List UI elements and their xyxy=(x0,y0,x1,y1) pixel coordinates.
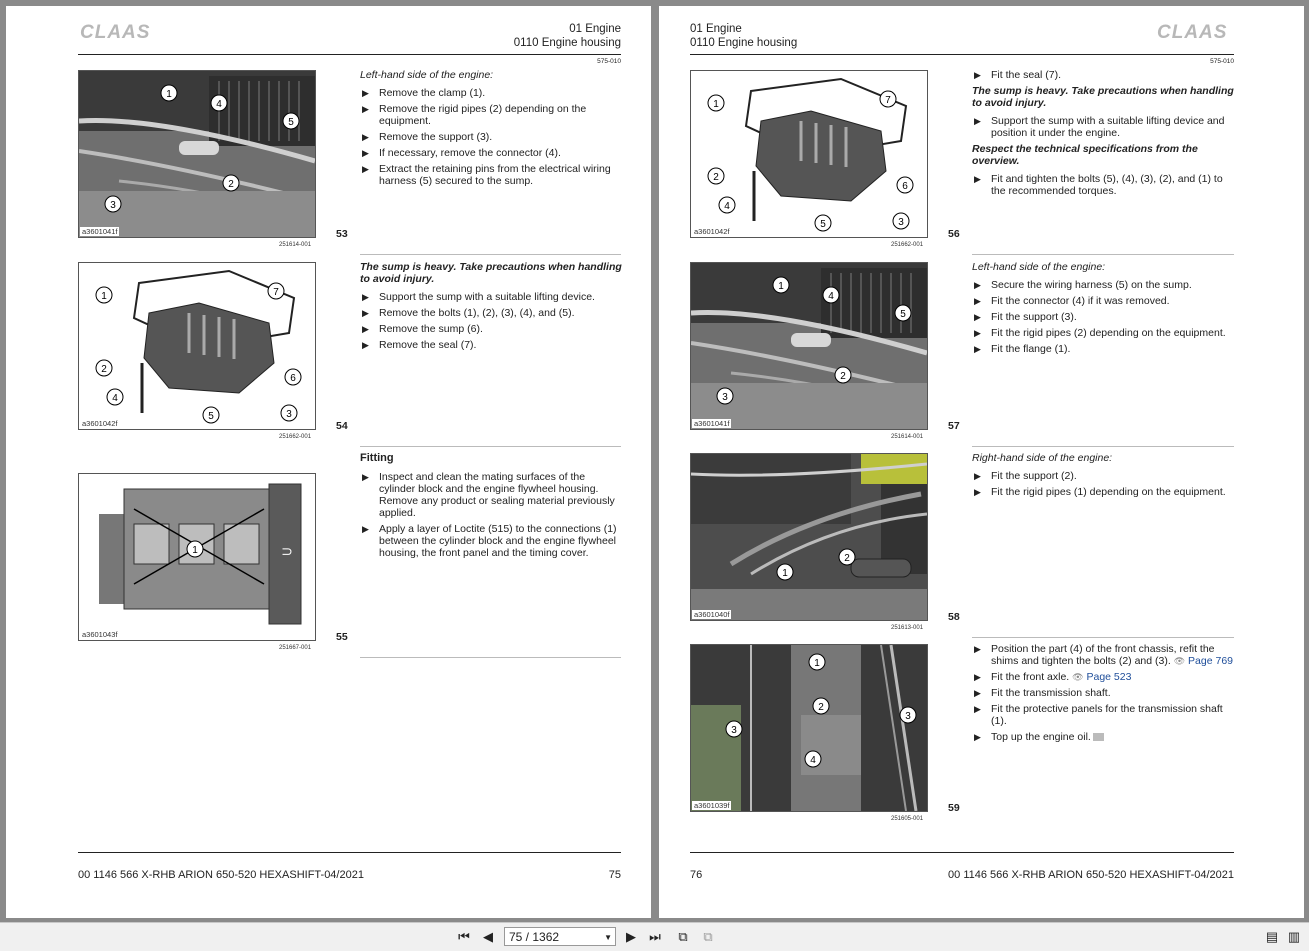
list-item: ▶ Remove the seal (7). xyxy=(360,339,622,351)
figure-id: a3601043f xyxy=(82,630,118,639)
text-block-56 xyxy=(972,69,1234,201)
info-icon xyxy=(1093,733,1104,741)
page-header xyxy=(514,22,621,50)
block-heading: Left-hand side of the engine: xyxy=(972,261,1106,273)
svg-text:5: 5 xyxy=(820,219,826,230)
svg-text:1: 1 xyxy=(166,89,172,100)
list-item: ▶ Fit the support (2). xyxy=(972,470,1234,482)
figure-code: 251613-001 xyxy=(891,625,924,631)
block-heading: Left-hand side of the engine: xyxy=(360,69,494,81)
text-block-59 xyxy=(972,643,1234,747)
list-item: ▶ Position the part (4) of the front chassis, refit the shims and tighten the bolts (2) and (3). 👁 Page 769 xyxy=(972,643,1234,667)
svg-text:1: 1 xyxy=(192,545,198,556)
list-item: ▶ Fit the transmission shaft. xyxy=(972,687,1234,699)
svg-text:1: 1 xyxy=(713,99,719,110)
svg-text:1: 1 xyxy=(101,291,107,302)
svg-text:2: 2 xyxy=(844,553,850,564)
svg-text:CLAAS: CLAAS xyxy=(80,22,151,43)
step-number: 57 xyxy=(948,420,960,432)
svg-text:2: 2 xyxy=(713,172,719,183)
figure-id: a3601042f xyxy=(82,419,118,428)
svg-text:5: 5 xyxy=(288,117,294,128)
svg-text:6: 6 xyxy=(290,373,296,384)
fit-width-icon[interactable]: ⧉ xyxy=(703,929,713,944)
last-page-icon[interactable]: ⏭ xyxy=(649,929,661,944)
svg-text:⊃: ⊃ xyxy=(281,543,293,559)
figure-engine-left-side xyxy=(78,70,316,238)
list-item: ▶ Support the sump with a suitable lifting device and position it under the engine. xyxy=(972,115,1234,139)
list-item: ▶ Fit the protective panels for the transmission shaft (1). xyxy=(972,703,1234,727)
list-item: ▶ Remove the support (3). xyxy=(360,131,622,143)
page-header xyxy=(690,22,797,50)
header-section: 0110 Engine housing xyxy=(513,37,621,49)
svg-text:2: 2 xyxy=(818,702,824,713)
figure-code: 251605-001 xyxy=(891,816,924,822)
header-chapter: 01 Engine xyxy=(690,23,742,35)
header-chapter: 01 Engine xyxy=(569,23,621,35)
warning-heading: The sump is heavy. Take precautions when handling to avoid injury. xyxy=(360,261,622,285)
figure-code: 251614-001 xyxy=(279,242,312,248)
svg-text:2: 2 xyxy=(228,179,234,190)
figure-sump-exploded xyxy=(690,70,928,238)
text-block-55 xyxy=(360,452,622,563)
page-link-523[interactable]: Page 523 xyxy=(1086,671,1132,683)
list-item: ▶ Fit the flange (1). xyxy=(972,343,1234,355)
fit-page-icon[interactable]: ⧉ xyxy=(678,929,688,944)
text-block-53 xyxy=(360,69,622,191)
list-item: ▶ Fit the front axle. 👁 Page 523 xyxy=(972,671,1234,683)
list-item: ▶ Top up the engine oil. xyxy=(972,731,1234,743)
svg-text:4: 4 xyxy=(724,201,730,212)
figure-id: a3601040f xyxy=(694,610,730,619)
svg-text:1: 1 xyxy=(814,658,820,669)
svg-text:3: 3 xyxy=(110,200,116,211)
svg-text:6: 6 xyxy=(902,181,908,192)
svg-text:2: 2 xyxy=(101,364,107,375)
svg-text:5: 5 xyxy=(208,411,214,422)
step-number: 59 xyxy=(948,802,960,814)
text-block-57 xyxy=(972,261,1234,359)
list-item: ▶ Fit and tighten the bolts (5), (4), (3), (2), and (1) to the recommended torques. xyxy=(972,173,1234,197)
step-number: 55 xyxy=(336,631,348,643)
eye-icon: 👁 xyxy=(1173,656,1186,666)
list-item: ▶ Fit the rigid pipes (1) depending on the equipment. xyxy=(972,486,1234,498)
figure-sump-exploded xyxy=(78,262,316,430)
eye-icon: 👁 xyxy=(1072,672,1084,682)
right-page xyxy=(659,6,1304,918)
svg-text:7: 7 xyxy=(273,287,279,298)
figure-cylinder-block xyxy=(78,473,316,641)
doc-code: 575-010 xyxy=(1210,58,1234,65)
list-item: ▶ Remove the rigid pipes (2) depending on the equipment. xyxy=(360,103,622,127)
list-item: ▶ Support the sump with a suitable lifting device. xyxy=(360,291,622,303)
svg-text:3: 3 xyxy=(286,409,292,420)
page-number-select[interactable]: 75 / 1362 ▼ xyxy=(504,927,616,946)
list-item: ▶ Fit the rigid pipes (2) depending on the equipment. xyxy=(972,327,1234,339)
pdf-toolbar xyxy=(0,922,1309,951)
claas-logo xyxy=(78,21,156,43)
svg-text:5: 5 xyxy=(900,309,906,320)
svg-text:CLAAS: CLAAS xyxy=(1157,22,1228,43)
list-item: ▶ Fit the seal (7). xyxy=(972,69,1234,81)
svg-text:3: 3 xyxy=(722,392,728,403)
list-item: ▶ Inspect and clean the mating surfaces of the cylinder block and the engine flywheel housing. Remove any product or sealing material previously applied. xyxy=(360,471,622,519)
list-item: ▶ Extract the retaining pins from the electrical wiring harness (5) secured to the sump. xyxy=(360,163,622,187)
figure-id: a3601041f xyxy=(82,227,118,236)
svg-text:4: 4 xyxy=(112,393,118,404)
step-number: 56 xyxy=(948,228,960,240)
svg-text:3: 3 xyxy=(898,217,904,228)
header-section: 0110 Engine housing xyxy=(690,37,798,49)
list-item: ▶ Secure the wiring harness (5) on the sump. xyxy=(972,279,1234,291)
text-block-54 xyxy=(360,261,622,355)
first-page-icon[interactable]: ⏮ xyxy=(458,929,470,944)
list-item: ▶ Fit the connector (4) if it was removed. xyxy=(972,295,1234,307)
svg-text:2: 2 xyxy=(840,371,846,382)
list-item: ▶ Remove the sump (6). xyxy=(360,323,622,335)
svg-text:7: 7 xyxy=(885,95,891,106)
single-page-view-icon[interactable]: ▤ xyxy=(1265,929,1279,944)
left-page xyxy=(6,6,651,918)
list-item: ▶ Apply a layer of Loctite (515) to the connections (1) between the cylinder block and the engine flywheel housing, the front panel and the timing cover. xyxy=(360,523,622,559)
doc-code: 575-010 xyxy=(597,58,621,65)
step-number: 53 xyxy=(336,228,348,240)
figure-front-chassis xyxy=(690,644,928,812)
list-item: ▶ Remove the clamp (1). xyxy=(360,87,622,99)
svg-text:4: 4 xyxy=(216,99,222,110)
figure-code: 251662-001 xyxy=(891,242,924,248)
chevron-down-icon: ▼ xyxy=(604,933,612,942)
figure-code: 251614-001 xyxy=(891,434,924,440)
page-link-769[interactable]: Page 769 xyxy=(1188,655,1234,667)
claas-logo xyxy=(1155,21,1233,43)
step-number: 54 xyxy=(336,420,348,432)
svg-text:1: 1 xyxy=(782,568,788,579)
figure-id: a3601042f xyxy=(694,227,730,236)
svg-text:3: 3 xyxy=(905,711,911,722)
two-page-view-icon[interactable]: ▥ xyxy=(1287,929,1301,944)
svg-text:1: 1 xyxy=(778,281,784,292)
prev-page-icon[interactable]: ◀ xyxy=(483,929,493,944)
footer-doc: 00 1146 566 X-RHB ARION 650-520 HEXASHIFT-04/2021 xyxy=(78,869,364,881)
section-heading: Fitting xyxy=(360,452,394,464)
step-number: 58 xyxy=(948,611,960,623)
figure-id: a3601039f xyxy=(694,801,730,810)
figure-engine-right-side xyxy=(690,453,928,621)
figure-id: a3601041f xyxy=(694,419,730,428)
block-heading: Right-hand side of the engine: xyxy=(972,452,1113,464)
next-page-icon[interactable]: ▶ xyxy=(626,929,636,944)
spec-heading: Respect the technical specifications from the overview. xyxy=(972,143,1198,167)
footer-doc: 00 1146 566 X-RHB ARION 650-520 HEXASHIFT-04/2021 xyxy=(948,869,1234,881)
svg-text:3: 3 xyxy=(731,725,737,736)
figure-engine-left-side xyxy=(690,262,928,430)
text-block-58 xyxy=(972,452,1234,502)
list-item: ▶ Fit the support (3). xyxy=(972,311,1234,323)
figure-code: 251667-001 xyxy=(279,645,312,651)
warning-heading: The sump is heavy. Take precautions when handling to avoid injury. xyxy=(972,85,1234,109)
list-item: ▶ Remove the bolts (1), (2), (3), (4), and (5). xyxy=(360,307,622,319)
list-item: ▶ If necessary, remove the connector (4). xyxy=(360,147,622,159)
figure-code: 251662-001 xyxy=(279,434,312,440)
svg-text:4: 4 xyxy=(828,291,834,302)
footer-page-number: 75 xyxy=(608,869,621,881)
svg-text:4: 4 xyxy=(810,755,816,766)
footer-page-number: 76 xyxy=(690,869,703,881)
